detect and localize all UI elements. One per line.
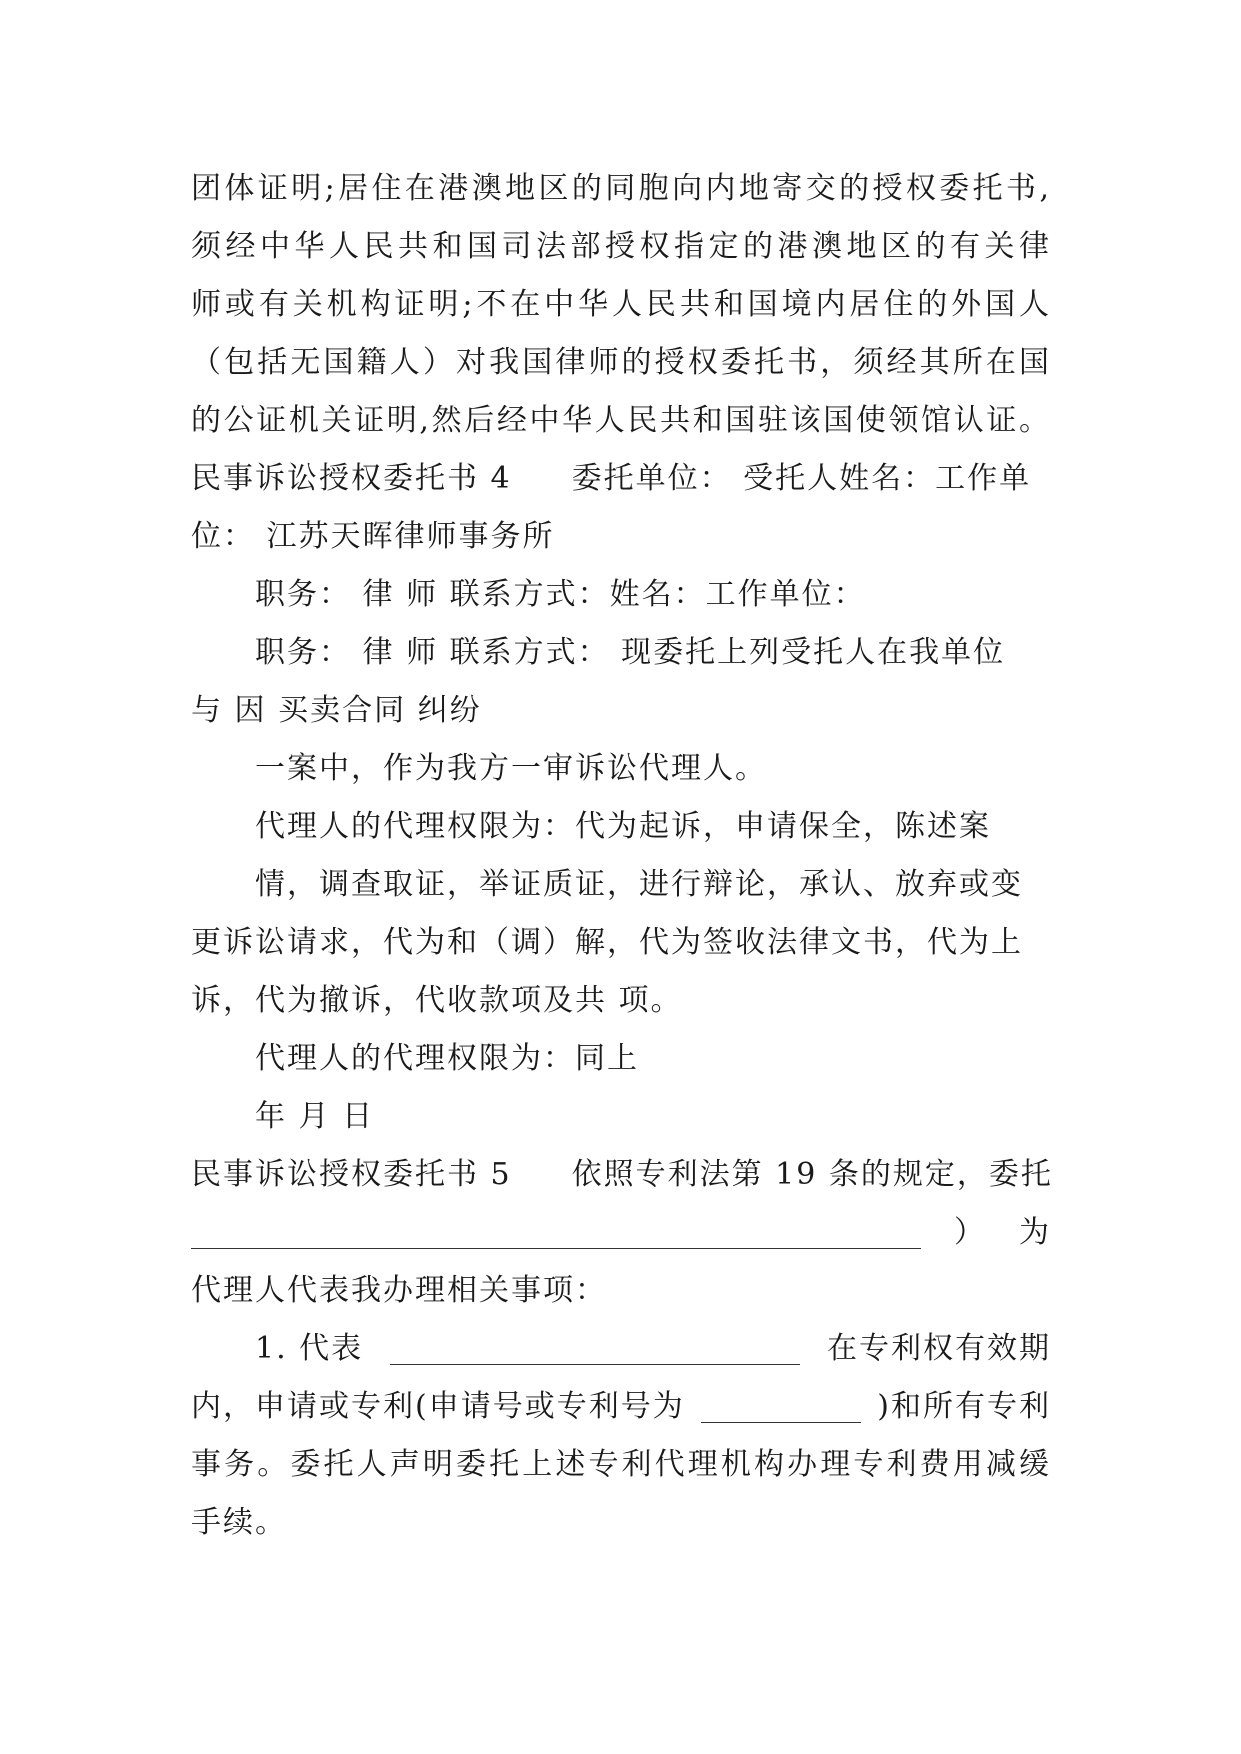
blank-line-agency: [191, 1204, 1051, 1262]
text-line: 手续。: [191, 1505, 287, 1540]
text-fragment: 委托单位： 受托人姓名：工作单: [571, 461, 1032, 496]
text-line: 代理人的代理权限为：代为起诉，申请保全，陈述案: [255, 809, 991, 844]
text-line: 师或有关机构证明;不在中华人民共和国境内居住的外国人: [191, 287, 1051, 322]
text-line: 与 因 买卖合同 纠纷: [191, 693, 482, 728]
text-line: 职务： 律 师 联系方式：姓名：工作单位：: [255, 577, 866, 612]
agency-blank[interactable]: [191, 1218, 921, 1249]
text-line: 位： 江苏天晖律师事务所: [191, 519, 555, 554]
document-body: [191, 160, 1051, 1552]
text-fragment: 为: [1019, 1215, 1051, 1250]
text-line: 须经中华人民共和国司法部授权指定的港澳地区的有关律: [191, 229, 1051, 264]
text-fragment: ）: [954, 1215, 986, 1250]
text-line: 的公证机关证明,然后经中华人民共和国驻该国使领馆认证。: [191, 403, 1051, 438]
text-fragment: 依照专利法第 19 条的规定，委托: [571, 1157, 1053, 1192]
text-fragment: 内，申请或专利(申请号或专利号为: [191, 1389, 685, 1424]
text-line: 代理人的代理权限为：同上: [255, 1041, 639, 1076]
text-line: 情，调查取证，举证质证，进行辩论，承认、放弃或变: [255, 867, 1023, 902]
text-line: 团体证明;居住在港澳地区的同胞向内地寄交的授权委托书,: [191, 171, 1051, 206]
text-fragment: 1. 代表: [255, 1331, 364, 1366]
section5-heading-line: [191, 1146, 1051, 1204]
section4-title: 民事诉讼授权委托书 4: [191, 461, 512, 496]
text-line: 事务。委托人声明委托上述专利代理机构办理专利费用减缓: [191, 1447, 1051, 1482]
patent-number-blank[interactable]: [701, 1392, 861, 1423]
text-line: （包括无国籍人）对我国律师的授权委托书，须经其所在国: [191, 345, 1051, 380]
patent-number-line: [191, 1378, 1051, 1436]
section5-title: 民事诉讼授权委托书 5: [191, 1157, 512, 1192]
principal-blank[interactable]: [390, 1334, 800, 1365]
text-line: 代理人代表我办理相关事项：: [191, 1273, 607, 1308]
text-line: 职务： 律 师 联系方式： 现委托上列受托人在我单位: [255, 635, 1006, 670]
text-line: 诉，代为撤诉，代收款项及共 项。: [191, 983, 683, 1018]
text-line: 一案中，作为我方一审诉讼代理人。: [255, 751, 767, 786]
section4-heading-line: [191, 450, 1051, 508]
text-fragment: 在专利权有效期: [826, 1331, 1051, 1366]
item-1-line: [191, 1320, 1051, 1378]
text-fragment: )和所有专利: [877, 1389, 1051, 1424]
text-line: 更诉讼请求，代为和（调）解，代为签收法律文书，代为上: [191, 925, 1023, 960]
date-line: 年 月 日: [255, 1099, 375, 1134]
